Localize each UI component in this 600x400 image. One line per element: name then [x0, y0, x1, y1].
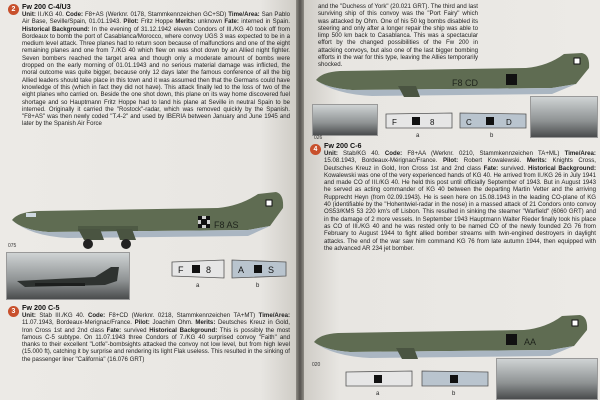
wing-diagram-b: [230, 256, 288, 282]
right-page: [304, 0, 600, 400]
wing-diagram-a: [170, 256, 226, 282]
label-a: a: [196, 283, 200, 289]
label-a: a: [416, 133, 420, 139]
section-fw200-c6: [324, 142, 596, 252]
photo-caption-right-bottom: 020: [312, 362, 321, 368]
fuselage-code: AA: [524, 337, 537, 347]
section-number-badge: 3: [8, 306, 19, 317]
wing-diagram-b: [420, 368, 490, 390]
section-title: Fw 200 C-5: [22, 303, 60, 312]
left-page: [0, 0, 296, 400]
section-fw200-c5-continued: and the "Duchess of York" (20.021 GRT). The third and last surviving ship of this convoy was the "Port Fairy" which was attacked by Ohm. One of his 50 kg bombs disabled its steering and only after a longer repair the ship was able to limp 500 km back to Casablanca. This was a spectacular effort by the changed possibilities of the Fw 200 in attacking convoys, but also one of the last bigger bombing efforts in the war for this type, leaving the Allies temporarily shocked.: [318, 3, 478, 69]
fuselage-code: F8 CD: [452, 78, 479, 88]
aircraft-profile-f8cd: [312, 50, 596, 102]
section-fw200-c4u3: [22, 3, 290, 128]
wing-diagram-a: [384, 110, 454, 132]
archive-photo-right-bottom: [496, 358, 598, 400]
fuselage-code: F8 AS: [214, 220, 239, 230]
photo-caption-left: 075: [8, 243, 17, 249]
archive-photo-right-top: [312, 104, 378, 136]
photo-caption-right-top: 026: [314, 135, 323, 141]
label-b: b: [490, 133, 494, 139]
archive-photo-left: [6, 252, 130, 300]
svg-text:C: C: [466, 118, 472, 127]
svg-text:8: 8: [430, 118, 435, 127]
svg-text:F: F: [178, 265, 184, 275]
wing-diagram-a: [344, 368, 414, 390]
section-body: Unit: Stab III./KG 40. Code: F8+CD (Werknr. 0218, Stammkennzeichen TA+MT) Time/Area: 11.07.1943, Bordeaux-Merignac/France. Pilot: Joachim Ohm. Merits: Deutsches Kreuz in Gold, Iron Cross 1st and 2nd class Fate: survived Historical Background: This is possibly the most famous C-5 subtype. On 11.07.1943 three Condors of 7./KG 40 surprised convoy "Faith" and thanks to their excellent "Lotfe"-bombsights attacked the convoy not low level, but from high level (15.000 ft), catching it by surprise and rendering its light Flak useless. This resulted in the sinking of the passenger liner "California" (16.076 GRT): [22, 312, 291, 363]
photo-aircraft-silhouette: [15, 263, 121, 291]
page-gutter: [296, 0, 304, 400]
section-number-badge: 2: [8, 4, 19, 15]
section-title: Fw 200 C-4/U3: [22, 2, 71, 11]
aircraft-profile-f8as: [8, 186, 294, 252]
label-b: b: [452, 391, 456, 397]
svg-text:F: F: [392, 118, 397, 127]
svg-text:8: 8: [206, 265, 212, 275]
section-body: Unit: Stab/KG 40. Code: F8+AA (Werknr. 0210, Stammkennzeichen TA+ML) Time/Area: 15.08.1943, Bordeaux-Mérignac/France. Pilot: Robert Kowalewski. Merits: Knights Cross, Deutsches Kreuz in Gold, Iron Cross 1st and 2nd class Fate: survived. Historical Background: Kowalewski was one of the very experienced hands of KG 40. He arrived from II./KG 26 in July 1941 and made CO of III./KG 40. He held this post until officially September of 1943. But in August 1943 he served as acting commander of KG 40 between the departing Martin Vetter and the arriving Rupprecht Heyn (from 02.09.1943). He is seen here on 15.08.1943 in the leading CO-plane of KG 40 (identifiable by the "Hohentwiel-radar in the nose) in a massed attack of 21 Condors onto convoy OS53/KMS 53 220 km's off Lisbon. This resulted in sinking the steamer "Warfield" (6060 GRT) and in the damage of 2 more vessels. In September 1943 Hauptmann Walter Rieder finally took his place as CO of III./KG 40 and he was rested only to be named CO of the newly founded ZG 76 from February to August 1944 to fight allied bomber streams with twin-engined destroyers in daylight attacks. The end of the war saw him command KG 76 from late autumn 1944, then equipped with the advanced AR 234 jet bomber.: [324, 150, 596, 252]
section-title: Fw 200 C-6: [324, 141, 362, 150]
archive-photo-right-inset: [530, 96, 598, 138]
label-b: b: [256, 283, 260, 289]
section-fw200-c5: [22, 304, 290, 363]
label-a: a: [376, 391, 380, 397]
section-body: Unit: II./KG 40. Code: F8+AS (Werknr. 0178, Stammkennzeichen GC+SD) Time/Area: San Pablo Air Base, Seville/Spain, 01.01.1943. Pilot: Fritz Hoppe Merits: unknown Fate: interned in Spain. Historical Background: In the evening of 31.12.1942 eleven Condors of III./KG 40 took off from Bordeaux to bomb the port of Casablanca/Morocco, where convoy UGS 3 was expected to be in a medium level attack. Three planes had to return soon because of malfunctions and one of the eight remaining planes and one from 7./KG 40 which flew on was shot down by an Allied night fighter. Seven bombers reached the target area and though only a moderate amount of bombs were dropped on the early morning of 01.01.1943 and no serious material damage was inflicted, the moral outcome was quite bigger, because only 12 days later the famous conference of all the big Allied leaders should take place in this town and it was assumed then that the Germans could have knowledge of this (which in fact they did not have). This attack finally led to the loss of two of the eight planes who carried on. Beside the one shot down, this plane on its way home discovered fuel shortage and so Hauptmann Fritz Hoppe had to land his plane at Seville in neutral Spain to be interned. Originally it carried the "Rostock"-radar, which was removed quickly by the Spanish. "F8+AS" was then newly coded "T.4-2" and used by IBERIA between January and June 1945 and later by the Spanish Air Force: [22, 11, 290, 128]
aircraft-profile-f8aa: [310, 312, 596, 364]
svg-text:A: A: [238, 265, 245, 275]
wing-diagram-b: [458, 110, 528, 132]
svg-text:S: S: [268, 265, 275, 275]
svg-text:D: D: [506, 118, 512, 127]
section-number-badge: 4: [310, 144, 321, 155]
